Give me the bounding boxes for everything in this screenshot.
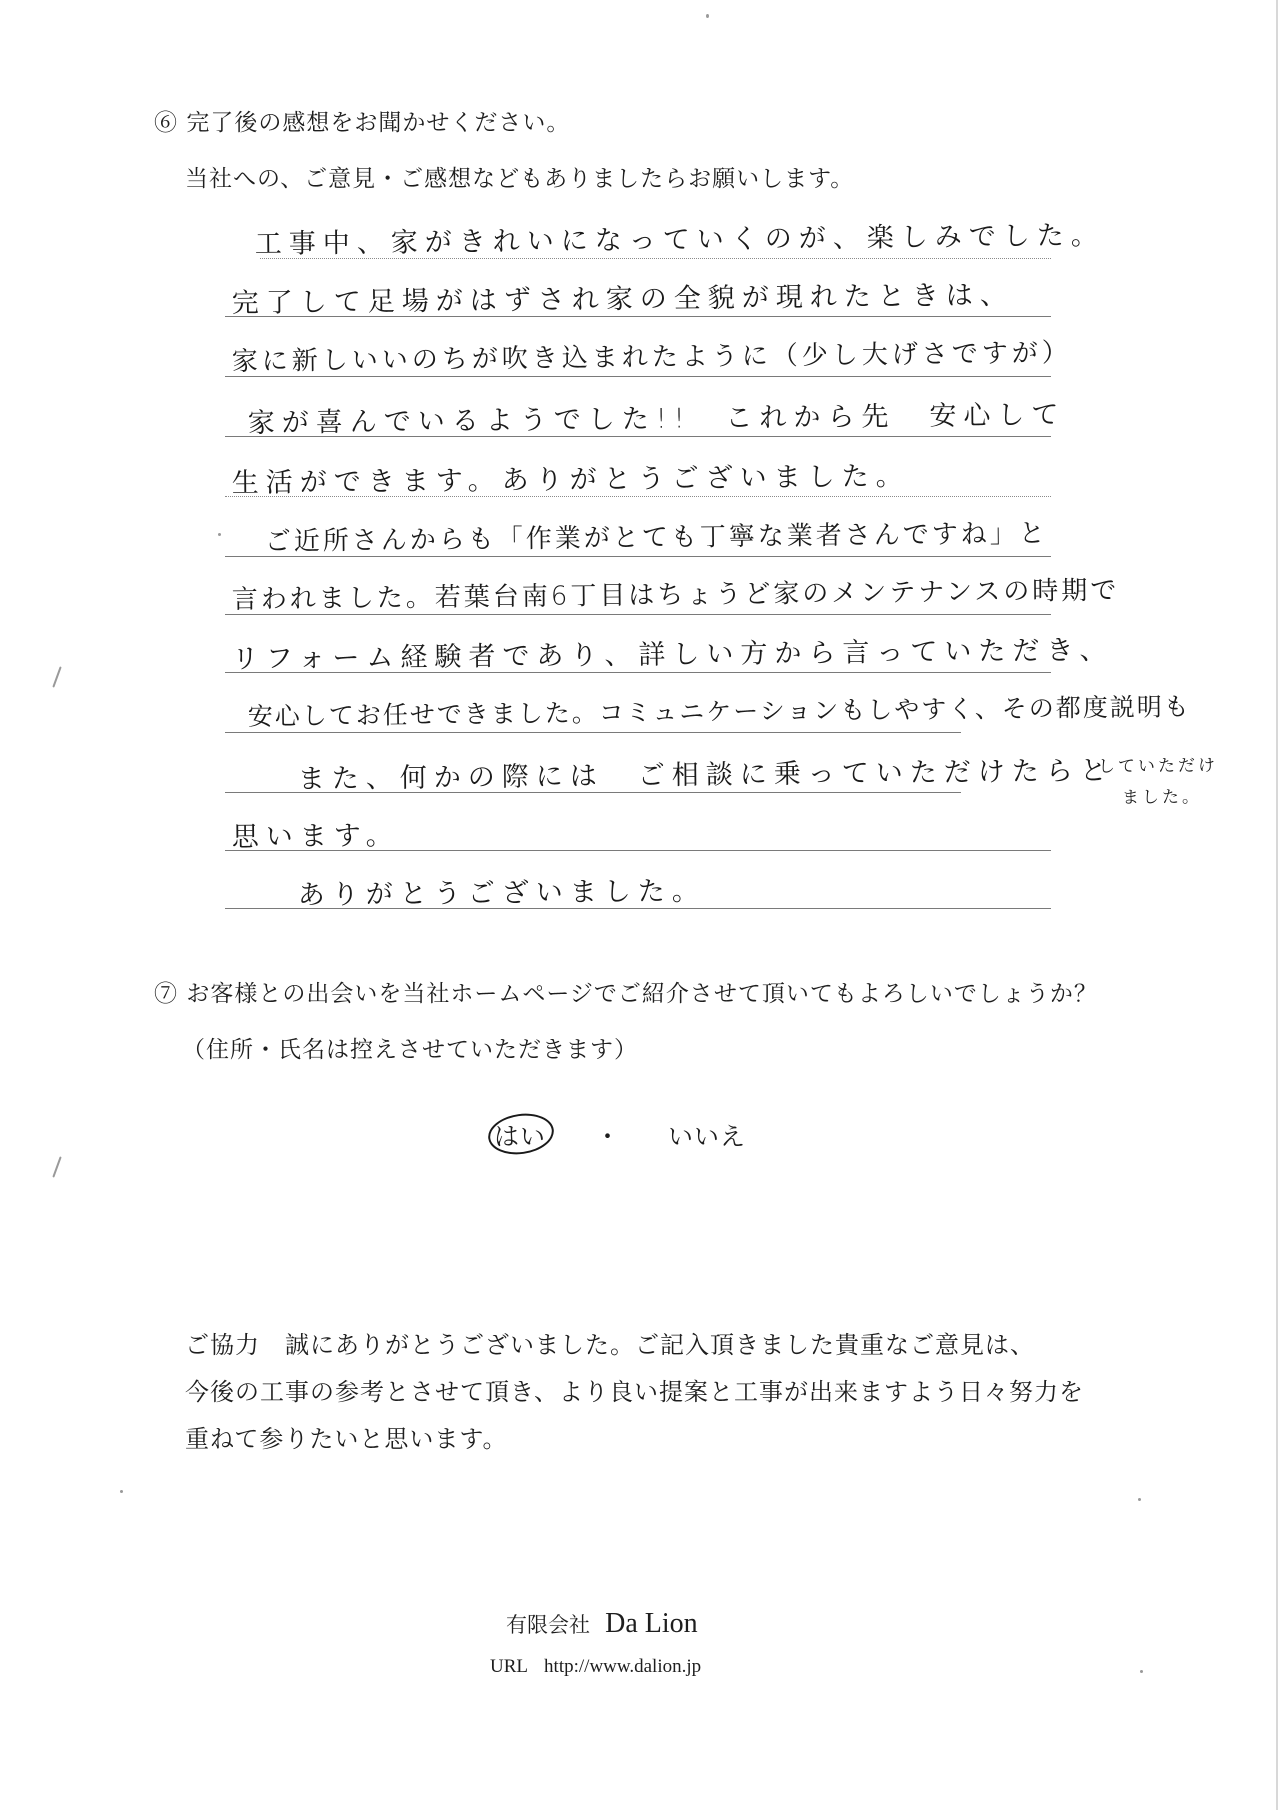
scan-speck: [1138, 1498, 1141, 1501]
question-6-number: ⑥: [154, 110, 178, 136]
url-link[interactable]: http://www.dalion.jp: [544, 1656, 702, 1677]
company-brand: Da Lion: [605, 1608, 698, 1639]
option-separator: ・: [595, 1122, 622, 1151]
rule-line: [225, 732, 961, 733]
closing-line: 今後の工事の参考とさせて頂き、より良い提案と工事が出来ますよう日々努力を: [185, 1378, 1085, 1406]
scan-edge: [1276, 0, 1278, 1810]
answer-line: 思います。: [231, 820, 400, 854]
answer-line: ご近所さんからも「作業がとても丁寧な業者さんですね」と: [264, 518, 1048, 558]
company-prefix: 有限会社: [506, 1613, 590, 1637]
scan-speck: [52, 1156, 61, 1177]
answer-line: リフォーム経験者であり、詳しい方から言っていただき、: [231, 634, 1114, 676]
answer-line: 生活ができます。ありがとうございました。: [231, 460, 910, 500]
question-6-heading: [154, 104, 570, 137]
question-6-title: 完了後の感想をお聞かせください。: [186, 110, 571, 136]
option-yes[interactable]: はい: [494, 1122, 547, 1151]
answer-line: 工事中、家がきれいになっていくのが、楽しみでした。: [254, 220, 1105, 261]
answer-line: 家が喜んでいるようでした!! これから先 安心して: [247, 399, 1066, 440]
company-url: [490, 1656, 701, 1678]
scan-speck: [1140, 1670, 1143, 1673]
answer-line: ありがとうございました。: [297, 875, 706, 912]
scan-speck: [52, 666, 61, 687]
margin-note-line: ました。: [1121, 787, 1202, 808]
scan-speck: [120, 1490, 123, 1493]
company-name: [506, 1608, 698, 1640]
scan-speck: [218, 533, 221, 536]
question-6-subtitle: 当社への、ご意見・ご感想などもありましたらお願いします。: [185, 166, 855, 192]
answer-line: また、何かの際には ご相談に乗っていただけたらと: [297, 755, 1114, 796]
answer-line: 家に新しいいのちが吹き込まれたように（少し大げさですが）: [231, 338, 1072, 378]
url-label: URL: [490, 1656, 528, 1677]
closing-line: ご協力 誠にありがとうございました。ご記入頂きました貴重なご意見は、: [185, 1331, 1035, 1359]
closing-line: 重ねて参りたいと思います。: [185, 1425, 508, 1453]
margin-note-line: していただけ: [1097, 755, 1218, 777]
answer-line: 完了して足場がはずされ家の全貌が現れたときは、: [231, 279, 1014, 320]
question-7-heading: [154, 975, 1098, 1008]
question-7-subtitle: （住所・氏名は控えさせていただきます）: [182, 1037, 638, 1063]
scan-speck: [706, 14, 709, 18]
question-7-title: お客様との出会いを当社ホームページでご紹介させて頂いてもよろしいでしょうか？: [186, 981, 1098, 1007]
option-no[interactable]: いいえ: [668, 1122, 747, 1151]
closing-message: [185, 1322, 1084, 1463]
answer-line: 安心してお任せできました。コミュニケーションもしやすく、その都度説明も: [247, 692, 1191, 732]
answer-line: 言われました。若葉台南6丁目はちょうど家のメンテナンスの時期で: [231, 575, 1120, 616]
question-7-number: ⑦: [154, 981, 178, 1007]
